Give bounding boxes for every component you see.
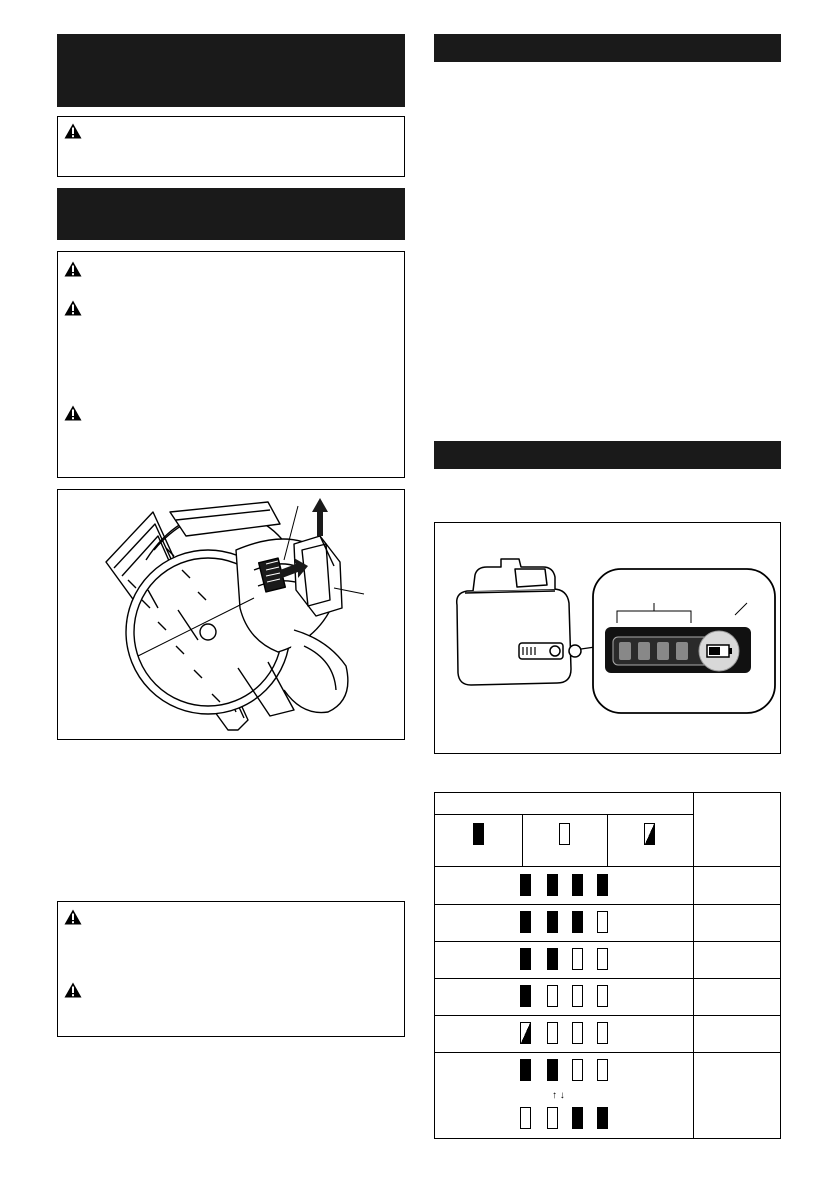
section-heading-bar-1 — [57, 34, 405, 107]
warning-triangle-icon — [64, 909, 82, 925]
alternating-arrows: ↑ ↓ — [552, 1090, 565, 1101]
section-heading-bar-4 — [434, 441, 781, 469]
battery-illustration — [435, 523, 780, 753]
warning-triangle-icon — [64, 405, 82, 421]
legend-lighted-indicator — [473, 823, 484, 845]
warning-triangle-icon — [64, 261, 82, 277]
warning-box-2 — [57, 251, 405, 478]
battery-indicator-figure — [434, 522, 781, 754]
indicator-status-table — [434, 792, 781, 1139]
warning-triangle-icon — [64, 300, 82, 316]
warning-box-3 — [57, 901, 405, 1037]
circular-saw-illustration — [58, 490, 404, 739]
battery-icon — [707, 645, 732, 657]
warning-triangle-icon — [64, 123, 82, 139]
warning-triangle-icon — [64, 982, 82, 998]
section-heading-bar-2 — [57, 188, 405, 240]
circular-saw-figure — [57, 489, 405, 740]
section-heading-bar-3 — [434, 34, 781, 62]
legend-blinking-indicator — [644, 823, 655, 845]
legend-off-indicator — [559, 823, 570, 845]
warning-box-1 — [57, 116, 405, 177]
